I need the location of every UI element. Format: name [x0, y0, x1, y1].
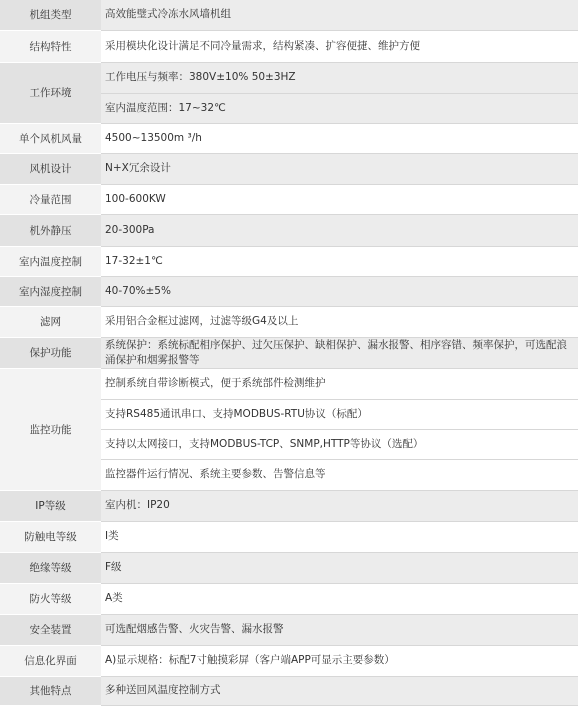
- spec-row: [0, 246, 578, 276]
- spec-label: 室内湿度控制: [0, 276, 101, 306]
- spec-label: 机组类型: [0, 0, 101, 30]
- spec-label: 单个风机风量: [0, 123, 101, 153]
- spec-value: 工作电压与频率：380V±10% 50±3HZ: [105, 71, 296, 83]
- spec-value-cell: [101, 368, 578, 490]
- spec-value: N+X冗余设计: [105, 162, 171, 174]
- spec-row: [0, 337, 578, 368]
- spec-row: [0, 276, 578, 306]
- spec-row: [0, 30, 578, 62]
- spec-value: F级: [105, 561, 122, 573]
- spec-row: [0, 368, 578, 490]
- spec-value-cell: [101, 306, 578, 337]
- spec-row: [0, 645, 578, 676]
- spec-label: 监控功能: [0, 368, 101, 490]
- spec-label: 工作环境: [0, 62, 101, 123]
- spec-label: 滤网: [0, 306, 101, 337]
- spec-row: [0, 0, 578, 30]
- spec-row: [0, 62, 578, 123]
- spec-value-cell: [101, 521, 578, 552]
- spec-value-cell: [101, 214, 578, 246]
- spec-row: [0, 184, 578, 214]
- spec-label: 冷量范围: [0, 184, 101, 214]
- spec-value: 高效能璧式冷冻水风墙机组: [105, 8, 231, 21]
- spec-value: 采用铝合金框过滤网，过滤等级G4及以上: [105, 315, 299, 327]
- spec-row: [0, 153, 578, 184]
- spec-value: A类: [105, 592, 123, 604]
- spec-row: [0, 583, 578, 614]
- spec-value: 多种送回风温度控制方式: [105, 684, 221, 696]
- spec-row: [0, 214, 578, 246]
- spec-value-cell: [101, 153, 578, 184]
- spec-value-cell: [101, 676, 578, 705]
- spec-value-cell: [101, 30, 578, 62]
- spec-value-cell: [101, 246, 578, 276]
- spec-row: [0, 521, 578, 552]
- spec-label: 风机设计: [0, 153, 101, 184]
- spec-value: 100-600KW: [105, 192, 166, 205]
- spec-label: 防触电等级: [0, 521, 101, 552]
- spec-value-cell: [101, 276, 578, 306]
- spec-value-cell: [101, 62, 578, 123]
- spec-label: IP等级: [0, 490, 101, 521]
- spec-label: 绝缘等级: [0, 552, 101, 583]
- spec-value: 系统保护：系统标配相序保护、过欠压保护、缺相保护、漏水报警、相序容错、频率保护，可选配浪涌保护和烟雾报警等: [105, 338, 567, 366]
- spec-label: 室内温度控制: [0, 246, 101, 276]
- spec-label: 保护功能: [0, 337, 101, 368]
- spec-label: 结构特性: [0, 30, 101, 62]
- spec-value: 20-300Pa: [105, 223, 155, 236]
- spec-value-cell: [101, 337, 578, 368]
- spec-label: 机外静压: [0, 214, 101, 246]
- spec-row: [0, 306, 578, 337]
- spec-value: 控制系统自带诊断模式，便于系统部件检测维护: [105, 377, 326, 390]
- spec-value: 室内温度范围：17~32℃: [101, 93, 578, 123]
- spec-value-cell: [101, 552, 578, 583]
- spec-value: 4500~13500m ³/h: [105, 131, 202, 144]
- spec-value-cell: [101, 490, 578, 521]
- spec-value-cell: [101, 123, 578, 153]
- spec-value-cell: [101, 614, 578, 645]
- spec-value: 40-70%±5%: [105, 284, 171, 297]
- spec-value: 支持RS485通讯串口、支持MODBUS-RTU协议（标配）: [101, 399, 578, 429]
- spec-value: A)显示规格：标配7寸触摸彩屏（客户端APP可显示主要参数）: [105, 654, 395, 666]
- spec-value: 支持以太网接口，支持MODBUS-TCP、SNMP,HTTP等协议（选配）: [101, 429, 578, 459]
- spec-row: [0, 676, 578, 705]
- spec-row: [0, 490, 578, 521]
- spec-label: 信息化界面: [0, 645, 101, 676]
- spec-label: 防火等级: [0, 583, 101, 614]
- spec-label: 其他特点: [0, 676, 101, 705]
- spec-label: 安全装置: [0, 614, 101, 645]
- spec-value: 17-32±1℃: [105, 254, 163, 267]
- spec-value: I类: [105, 530, 119, 542]
- spec-value-cell: [101, 645, 578, 676]
- spec-value: 可选配烟感告警、火灾告警、漏水报警: [105, 623, 284, 635]
- spec-value-cell: [101, 0, 578, 30]
- spec-row: [0, 614, 578, 645]
- spec-value-cell: [101, 583, 578, 614]
- spec-value: 采用模块化设计满足不同冷量需求，结构紧凑、扩容便捷、维护方便: [105, 39, 420, 52]
- spec-row: [0, 552, 578, 583]
- spec-row: [0, 123, 578, 153]
- spec-value: 监控器件运行情况、系统主要参数、告警信息等: [101, 459, 578, 489]
- spec-value: 室内机：IP20: [105, 499, 170, 511]
- spec-value-cell: [101, 184, 578, 214]
